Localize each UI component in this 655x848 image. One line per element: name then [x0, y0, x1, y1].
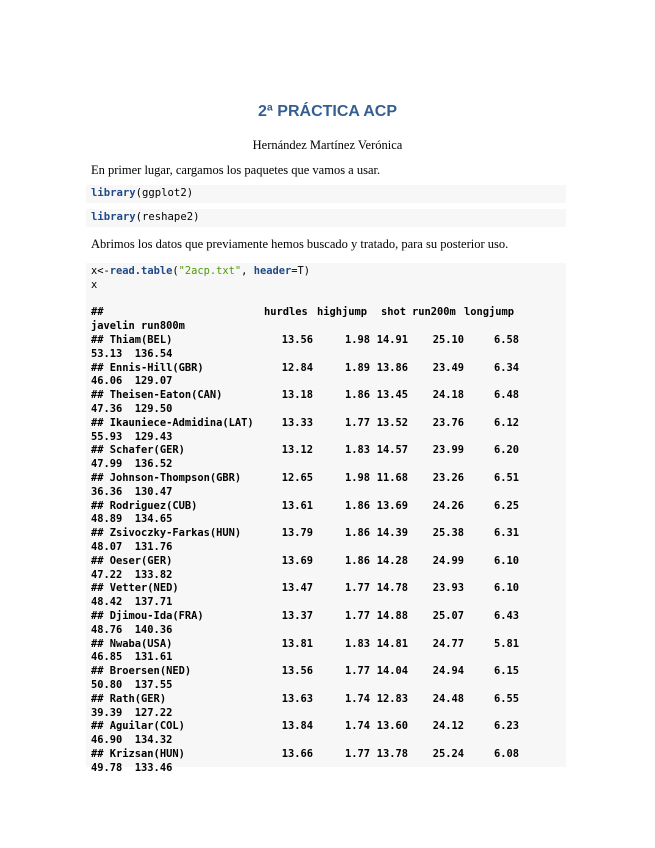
- cell-run200m: 23.76: [432, 416, 464, 429]
- cell-hurdles: 13.12: [281, 444, 313, 457]
- row-name: ## Schafer(GER): [91, 444, 185, 457]
- row-wrapped-values: 46.85 131.61: [91, 651, 173, 664]
- table-row: [91, 582, 561, 610]
- code-function: library: [91, 187, 136, 199]
- table-row: [91, 417, 561, 445]
- row-name: ## Djimou-Ida(FRA): [91, 609, 204, 622]
- table-row: [91, 362, 561, 390]
- cell-hurdles: 13.81: [281, 637, 313, 650]
- header-prompt: ##: [91, 306, 104, 319]
- cell-longjump: 6.31: [493, 527, 519, 540]
- code-output-block: [86, 263, 566, 774]
- row-wrapped-values: 49.78 133.46: [91, 761, 173, 774]
- cell-shot: 11.68: [376, 471, 408, 484]
- row-wrapped-values: 53.13 136.54: [91, 347, 173, 360]
- cell-run200m: 24.26: [432, 499, 464, 512]
- cell-hurdles: 13.56: [281, 665, 313, 678]
- row-name: ## Broersen(NED): [91, 665, 192, 678]
- code-rest: =T): [291, 265, 311, 277]
- code-library-reshape2: library(reshape2): [86, 209, 566, 227]
- cell-shot: 14.78: [376, 582, 408, 595]
- cell-run200m: 24.77: [432, 637, 464, 650]
- document-title: 2ª PRÁCTICA ACP: [258, 103, 397, 120]
- cell-shot: 14.91: [376, 333, 408, 346]
- cell-hurdles: 13.69: [281, 554, 313, 567]
- cell-longjump: 6.12: [493, 416, 519, 429]
- table-row: [91, 665, 561, 693]
- row-name: ## Krizsan(HUN): [91, 747, 185, 760]
- code-library-ggplot2: library(ggplot2): [86, 185, 566, 203]
- row-wrapped-values: 46.06 129.07: [91, 375, 173, 388]
- cell-highjump: 1.83: [344, 637, 370, 650]
- column-header-highjump: highjump: [317, 306, 368, 319]
- cell-highjump: 1.98: [344, 471, 370, 484]
- cell-longjump: 6.20: [493, 444, 519, 457]
- row-wrapped-values: 47.99 136.52: [91, 458, 173, 471]
- author-name: Hernández Martínez Verónica: [252, 138, 403, 152]
- blank-line: [91, 293, 561, 307]
- table-row: [91, 527, 561, 555]
- code-separator: ,: [241, 265, 254, 277]
- row-wrapped-values: 47.22 133.82: [91, 568, 173, 581]
- cell-longjump: 5.81: [493, 637, 519, 650]
- cell-shot: 14.28: [376, 554, 408, 567]
- row-name: ## Rodriguez(CUB): [91, 499, 198, 512]
- cell-hurdles: 13.47: [281, 582, 313, 595]
- cell-longjump: 6.34: [493, 361, 519, 374]
- table-row: [91, 555, 561, 583]
- code-function: library: [91, 211, 136, 223]
- table-row: [91, 610, 561, 638]
- row-name: ## Aguilar(COL): [91, 720, 185, 733]
- row-name: ## Ennis-Hill(GBR): [91, 361, 204, 374]
- cell-highjump: 1.77: [344, 609, 370, 622]
- cell-run200m: 23.99: [432, 444, 464, 457]
- cell-shot: 14.39: [376, 527, 408, 540]
- cell-run200m: 25.38: [432, 527, 464, 540]
- row-wrapped-values: 48.89 134.65: [91, 513, 173, 526]
- cell-shot: 14.88: [376, 609, 408, 622]
- row-wrapped-values: 39.39 127.22: [91, 706, 173, 719]
- cell-highjump: 1.86: [344, 527, 370, 540]
- cell-highjump: 1.86: [344, 554, 370, 567]
- column-header-shot: shot: [381, 306, 407, 319]
- cell-highjump: 1.77: [344, 416, 370, 429]
- cell-highjump: 1.89: [344, 361, 370, 374]
- row-wrapped-values: 50.80 137.55: [91, 678, 173, 691]
- cell-run200m: 25.10: [432, 333, 464, 346]
- cell-longjump: 6.25: [493, 499, 519, 512]
- row-name: ## Theisen-Eaton(CAN): [91, 389, 223, 402]
- table-row: [91, 720, 561, 748]
- row-wrapped-values: 48.76 140.36: [91, 623, 173, 636]
- data-paragraph: Abrimos los datos que previamente hemos buscado y tratado, para su posterior uso.: [91, 237, 509, 251]
- code-function: read.table: [109, 265, 173, 277]
- table-row: [91, 748, 561, 776]
- row-wrapped-values: 47.36 129.50: [91, 402, 173, 415]
- cell-hurdles: 13.63: [281, 692, 313, 705]
- cell-run200m: 25.07: [432, 609, 464, 622]
- row-name: ## Johnson-Thompson(GBR): [91, 471, 242, 484]
- code-argument: ggplot2: [142, 187, 187, 199]
- column-header-wrapped: javelin run800m: [91, 320, 185, 333]
- data-table: [91, 306, 561, 775]
- cell-hurdles: 13.18: [281, 389, 313, 402]
- row-wrapped-values: 55.93 129.43: [91, 430, 173, 443]
- cell-hurdles: 13.37: [281, 609, 313, 622]
- row-wrapped-values: 48.42 137.71: [91, 596, 173, 609]
- column-header-hurdles: hurdles: [264, 306, 308, 319]
- cell-shot: 13.78: [376, 747, 408, 760]
- table-row: [91, 444, 561, 472]
- cell-hurdles: 13.66: [281, 747, 313, 760]
- cell-run200m: 24.12: [432, 720, 464, 733]
- cell-shot: 13.69: [376, 499, 408, 512]
- cell-shot: 14.57: [376, 444, 408, 457]
- cell-highjump: 1.77: [344, 582, 370, 595]
- cell-hurdles: 13.33: [281, 416, 313, 429]
- cell-shot: 13.45: [376, 389, 408, 402]
- cell-highjump: 1.74: [344, 720, 370, 733]
- cell-hurdles: 13.84: [281, 720, 313, 733]
- cell-highjump: 1.98: [344, 333, 370, 346]
- row-name: ## Nwaba(USA): [91, 637, 173, 650]
- row-name: ## Vetter(NED): [91, 582, 179, 595]
- cell-shot: 14.81: [376, 637, 408, 650]
- cell-hurdles: 13.56: [281, 333, 313, 346]
- code-assign: x<-: [91, 265, 110, 277]
- cell-hurdles: 12.65: [281, 471, 313, 484]
- row-wrapped-values: 36.36 130.47: [91, 485, 173, 498]
- cell-run200m: 24.99: [432, 554, 464, 567]
- table-row: [91, 638, 561, 666]
- row-name: ## Zsivoczky-Farkas(HUN): [91, 527, 242, 540]
- cell-shot: 13.86: [376, 361, 408, 374]
- cell-highjump: 1.77: [344, 747, 370, 760]
- cell-longjump: 6.10: [493, 554, 519, 567]
- row-name: ## Oeser(GER): [91, 554, 173, 567]
- cell-run200m: 24.18: [432, 389, 464, 402]
- cell-run200m: 25.24: [432, 747, 464, 760]
- row-wrapped-values: 46.90 134.32: [91, 734, 173, 747]
- cell-hurdles: 12.84: [281, 361, 313, 374]
- cell-longjump: 6.15: [493, 665, 519, 678]
- cell-shot: 13.52: [376, 416, 408, 429]
- code-argument: reshape2: [142, 211, 194, 223]
- row-name: ## Rath(GER): [91, 692, 167, 705]
- table-row: [91, 389, 561, 417]
- table-row: [91, 334, 561, 362]
- code-keyword: header: [253, 265, 292, 277]
- row-name: ## Thiam(BEL): [91, 333, 173, 346]
- column-header-run200m: run200m: [412, 306, 456, 319]
- cell-highjump: 1.83: [344, 444, 370, 457]
- cell-run200m: 23.93: [432, 582, 464, 595]
- table-header: [91, 306, 561, 334]
- code-print-x: x: [91, 278, 98, 291]
- table-row: [91, 500, 561, 528]
- cell-longjump: 6.51: [493, 471, 519, 484]
- column-header-longjump: longjump: [464, 306, 515, 319]
- code-string: "2acp.txt": [178, 265, 242, 277]
- cell-longjump: 6.43: [493, 609, 519, 622]
- intro-paragraph: En primer lugar, cargamos los paquetes que vamos a usar.: [91, 163, 381, 177]
- cell-run200m: 24.48: [432, 692, 464, 705]
- cell-longjump: 6.08: [493, 747, 519, 760]
- row-wrapped-values: 48.07 131.76: [91, 540, 173, 553]
- cell-shot: 13.60: [376, 720, 408, 733]
- cell-longjump: 6.55: [493, 692, 519, 705]
- cell-shot: 12.83: [376, 692, 408, 705]
- cell-longjump: 6.58: [493, 333, 519, 346]
- code-read-table: x<-read.table("2acp.txt", header=T): [91, 265, 311, 277]
- table-row: [91, 472, 561, 500]
- cell-run200m: 24.94: [432, 665, 464, 678]
- cell-highjump: 1.86: [344, 499, 370, 512]
- cell-hurdles: 13.79: [281, 527, 313, 540]
- cell-run200m: 23.26: [432, 471, 464, 484]
- cell-longjump: 6.48: [493, 389, 519, 402]
- cell-highjump: 1.86: [344, 389, 370, 402]
- row-name: ## Ikauniece-Admidina(LAT): [91, 416, 254, 429]
- cell-highjump: 1.77: [344, 665, 370, 678]
- cell-longjump: 6.23: [493, 720, 519, 733]
- cell-shot: 14.04: [376, 665, 408, 678]
- table-row: [91, 693, 561, 721]
- cell-longjump: 6.10: [493, 582, 519, 595]
- cell-run200m: 23.49: [432, 361, 464, 374]
- cell-hurdles: 13.61: [281, 499, 313, 512]
- cell-highjump: 1.74: [344, 692, 370, 705]
